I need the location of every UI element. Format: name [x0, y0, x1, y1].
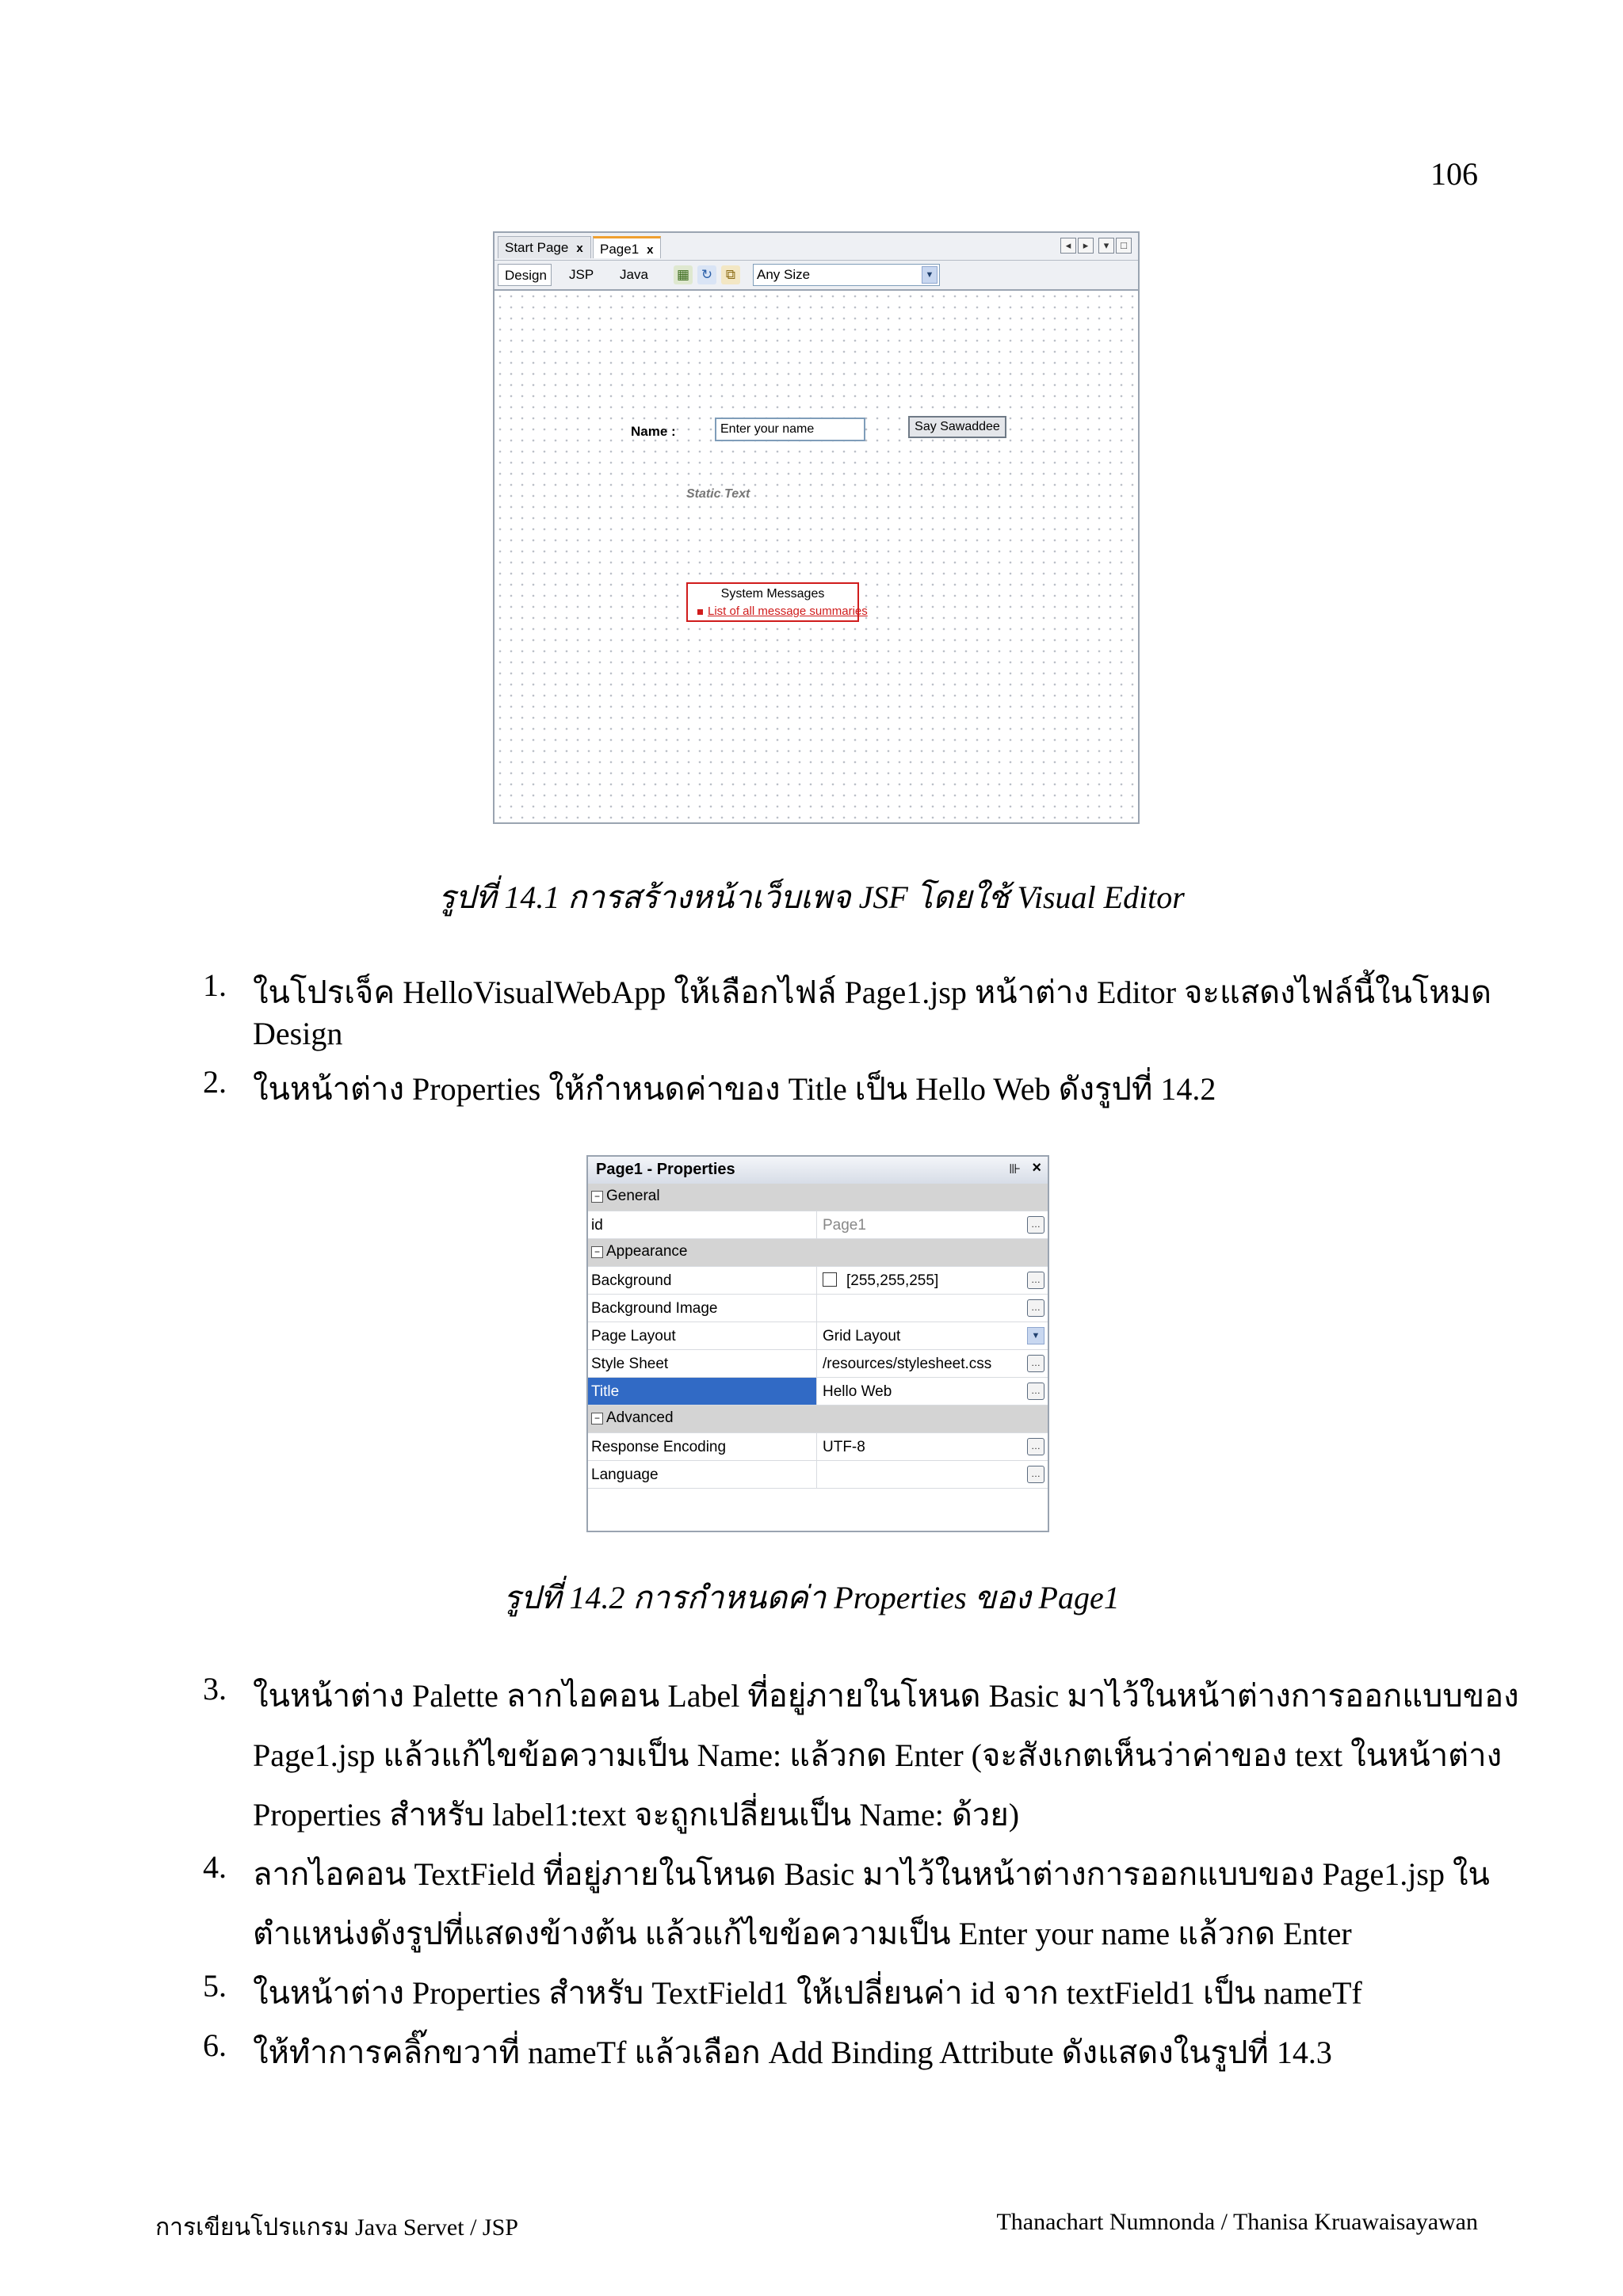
section-label: Advanced	[606, 1409, 674, 1426]
property-row-response-encoding[interactable]	[588, 1433, 1048, 1461]
say-sawaddee-button[interactable]: Say Sawaddee	[908, 416, 1006, 438]
section-label: Appearance	[606, 1243, 688, 1260]
list-item-line: ในหน้าต่าง Properties ให้กำหนดค่าของ Title เป็น Hello Web ดังรูปที่ 14.2	[253, 1071, 1216, 1107]
ellipsis-icon[interactable]: …	[1027, 1438, 1044, 1455]
list-item-number: 1.	[203, 967, 227, 1003]
property-row-background-image[interactable]	[588, 1295, 1048, 1322]
design-canvas[interactable]	[495, 291, 1138, 822]
section-appearance[interactable]	[588, 1239, 1048, 1267]
property-row-style-sheet[interactable]	[588, 1350, 1048, 1378]
property-key: Response Encoding	[591, 1439, 727, 1455]
chevron-down-icon[interactable]: ▼	[1027, 1327, 1044, 1344]
tab-page1-label: Page1	[600, 242, 640, 257]
ellipsis-icon[interactable]: …	[1027, 1383, 1044, 1400]
editor-toolbar	[495, 261, 1138, 291]
list-item-line: Design	[253, 1016, 343, 1051]
list-item-number: 4.	[203, 1849, 227, 1885]
list-item-line: ในหน้าต่าง Palette ลากไอคอน Label ที่อยู่ภายในโหนด Basic มาไว้ในหน้าต่างการออกแบบของ	[253, 1678, 1519, 1714]
maximize-icon[interactable]: □	[1116, 238, 1132, 254]
system-messages-item	[697, 605, 868, 618]
ellipsis-icon[interactable]: …	[1027, 1299, 1044, 1317]
properties-header	[588, 1157, 1048, 1184]
collapse-icon[interactable]: −	[591, 1413, 603, 1425]
close-icon[interactable]: ×	[1032, 1159, 1041, 1177]
property-row-page-layout[interactable]	[588, 1322, 1048, 1350]
property-row-language[interactable]	[588, 1461, 1048, 1489]
property-value[interactable]: /resources/stylesheet.css	[823, 1356, 992, 1372]
preview-icon[interactable]: ▦	[674, 265, 693, 284]
scroll-left-icon[interactable]: ◂	[1060, 238, 1076, 254]
property-key: Background	[591, 1272, 672, 1289]
ellipsis-icon[interactable]: …	[1027, 1466, 1044, 1483]
list-item-number: 2.	[203, 1064, 227, 1100]
list-item-line: ในหน้าต่าง Properties สำหรับ TextField1 ให้เปลี่ยนค่า id จาก textField1 เป็น nameTf	[253, 1975, 1362, 2011]
system-messages-title: System Messages	[720, 587, 825, 601]
ellipsis-icon[interactable]: …	[1027, 1216, 1044, 1234]
editor-tab-bar	[495, 233, 1138, 261]
property-value[interactable]: Page1	[823, 1217, 866, 1234]
property-key: Background Image	[591, 1300, 718, 1317]
tab-page1[interactable]	[593, 236, 661, 258]
property-value-text: [255,255,255]	[846, 1272, 939, 1289]
collapse-icon[interactable]: −	[591, 1191, 603, 1203]
tab-start-page[interactable]	[498, 236, 591, 258]
list-item-number: 5.	[203, 1968, 227, 2004]
tab-start-page-label: Start Page	[505, 240, 569, 255]
section-general[interactable]	[588, 1184, 1048, 1211]
list-item-line: ในโปรเจ็ค HelloVisualWebApp ให้เลือกไฟล์ Page1.jsp หน้าต่าง Editor จะแสดงไฟล์นี้ในโหมด	[253, 974, 1492, 1010]
list-item-line: ให้ทำการคลิ๊กขวาที่ nameTf แล้วเลือก Add Binding Attribute ดังแสดงในรูปที่ 14.3	[253, 2035, 1332, 2070]
property-value[interactable]: Grid Layout	[823, 1328, 901, 1344]
property-key: Language	[591, 1466, 659, 1483]
property-value[interactable]: UTF-8	[823, 1439, 865, 1455]
refresh-icon[interactable]: ↻	[697, 265, 716, 284]
ellipsis-icon[interactable]: …	[1027, 1272, 1044, 1289]
property-key: id	[591, 1217, 603, 1234]
size-select-value: Any Size	[757, 267, 811, 282]
list-item-line: ตำแหน่งดังรูปที่แสดงข้างต้น แล้วแก้ไขข้อความเป็น Enter your name แล้วกด Enter	[253, 1916, 1352, 1951]
figure1-caption: รูปที่ 14.1 การสร้างหน้าเว็บเพจ JSF โดยใช้ Visual Editor	[438, 879, 1185, 915]
size-select[interactable]	[753, 264, 940, 286]
close-icon[interactable]: x	[576, 242, 583, 255]
property-value[interactable]	[823, 1272, 938, 1290]
dropdown-icon[interactable]: ▾	[1098, 238, 1114, 254]
list-item-line: Page1.jsp แล้วแก้ไขข้อความเป็น Name: แล้วกด Enter (จะสังเกตเห็นว่าค่าของ text ในหน้าต่าง	[253, 1737, 1503, 1773]
close-icon[interactable]: x	[647, 243, 654, 257]
list-item-line: Properties สำหรับ label1:text จะถูกเปลี่ยนเป็น Name: ด้วย)	[253, 1797, 1020, 1833]
collapse-icon[interactable]: −	[591, 1246, 603, 1258]
footer-right: Thanachart Numnonda / Thanisa Kruawaisayawan	[996, 2209, 1478, 2235]
bullet-icon	[697, 609, 703, 615]
figure2-caption: รูปที่ 14.2 การกำหนดค่า Properties ของ Page1	[503, 1580, 1120, 1615]
properties-panel	[586, 1155, 1049, 1532]
property-key: Style Sheet	[591, 1356, 669, 1372]
system-messages-box[interactable]	[686, 582, 868, 622]
property-key: Title	[591, 1383, 620, 1400]
section-advanced[interactable]	[588, 1405, 1048, 1433]
list-item-line: ลากไอคอน TextField ที่อยู่ภายในโหนด Basic มาไว้ในหน้าต่างการออกแบบของ Page1.jsp ใน	[253, 1856, 1490, 1892]
color-swatch-icon	[823, 1272, 837, 1287]
section-label: General	[606, 1188, 660, 1204]
ide-editor-window	[493, 231, 1140, 824]
property-row-id[interactable]	[588, 1211, 1048, 1239]
name-label[interactable]: Name :	[631, 424, 676, 439]
property-row-title[interactable]	[588, 1378, 1048, 1405]
page-number: 106	[1430, 156, 1478, 192]
scroll-right-icon[interactable]: ▸	[1078, 238, 1094, 254]
tab-design[interactable]: Design	[498, 264, 552, 286]
footer-left: การเขียนโปรแกรม Java Servet / JSP	[155, 2214, 518, 2241]
property-key: Page Layout	[591, 1328, 676, 1344]
tab-jsp[interactable]: JSP	[569, 267, 594, 282]
static-text[interactable]: Static Text	[686, 487, 750, 501]
ellipsis-icon[interactable]: …	[1027, 1355, 1044, 1372]
system-messages-item-text: List of all message summaries	[708, 605, 868, 618]
tab-java[interactable]: Java	[620, 267, 648, 282]
property-row-background[interactable]	[588, 1267, 1048, 1295]
property-value-input[interactable]: Hello Web	[823, 1383, 892, 1400]
chevron-down-icon[interactable]: ▼	[922, 266, 938, 284]
name-textfield[interactable]: Enter your name	[715, 418, 865, 441]
pin-icon[interactable]: ⊪	[1009, 1161, 1021, 1177]
list-item-number: 6.	[203, 2027, 227, 2063]
virtual-forms-icon[interactable]: ⧉	[721, 265, 740, 284]
list-item-number: 3.	[203, 1671, 227, 1707]
properties-title: Page1 - Properties	[596, 1161, 735, 1178]
